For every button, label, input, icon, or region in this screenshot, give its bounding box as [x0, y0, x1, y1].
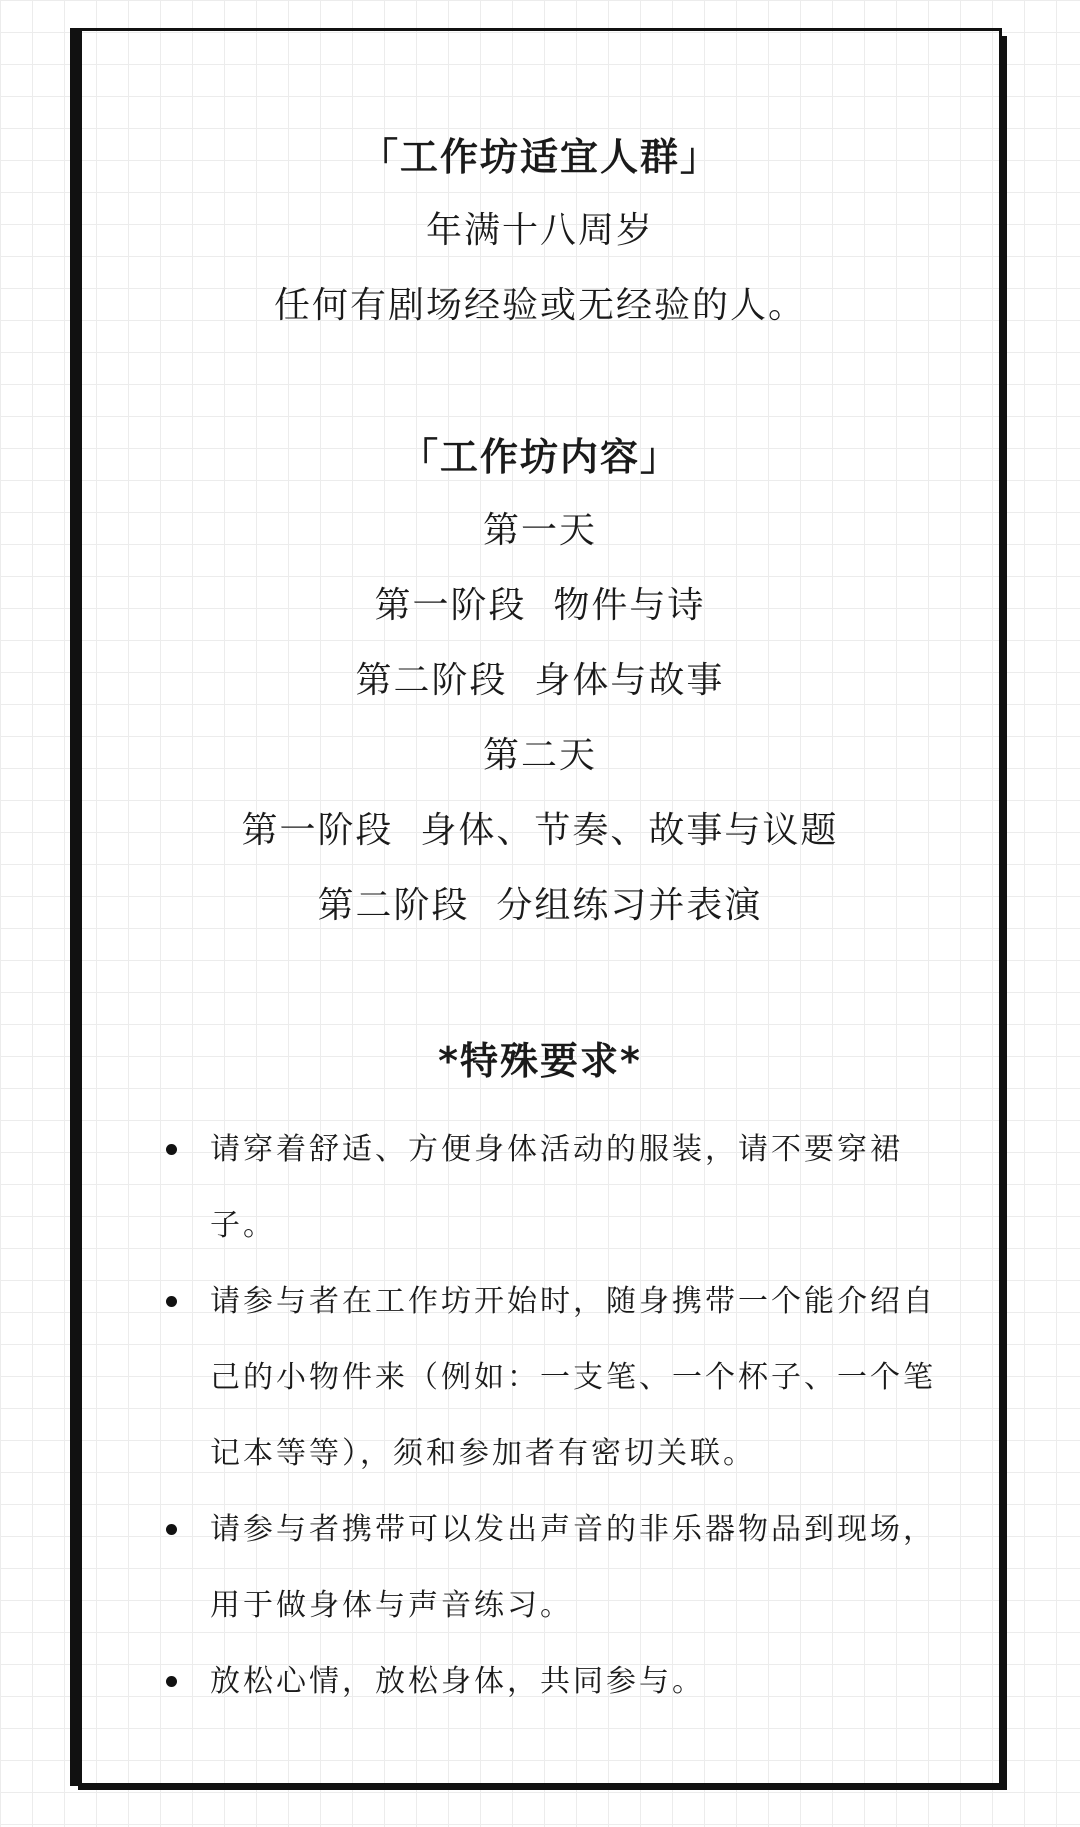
requirement-item	[160, 1112, 960, 1264]
requirement-text: 请参与者在工作坊开始时，随身携带一个能介绍自己的小物件来（例如：一支笔、一个杯子、一个笔记本等等），须和参加者有密切关联。	[210, 1284, 936, 1471]
requirement-item	[160, 1644, 960, 1720]
bullet-icon	[166, 1144, 177, 1155]
frame-shadow-bottom	[78, 1786, 1007, 1790]
requirement-text: 请穿着舒适、方便身体活动的服装，请不要穿裙子。	[210, 1132, 903, 1243]
requirements-list	[160, 1112, 960, 1720]
audience-line: 任何有剧场经验或无经验的人。	[273, 285, 806, 326]
audience-heading: 「工作坊适宜人群」	[359, 135, 720, 179]
requirements-heading: *特殊要求*	[438, 1039, 642, 1083]
requirement-text: 请参与者携带可以发出声音的非乐器物品到现场，用于做身体与声音练习。	[210, 1512, 936, 1623]
content-line: 第二阶段 身体与故事	[355, 660, 725, 701]
content-line: 第二阶段 分组练习并表演	[317, 885, 763, 926]
content-heading: 「工作坊内容」	[399, 435, 680, 479]
requirement-text: 放松心情，放松身体，共同参与。	[210, 1664, 705, 1699]
content-line: 第一阶段 物件与诗	[374, 585, 706, 626]
content-line: 第一阶段 身体、节奏、故事与议题	[241, 810, 839, 851]
content-line-day-one: 第一天	[482, 510, 597, 551]
requirement-item	[160, 1492, 960, 1644]
bullet-icon	[166, 1296, 177, 1307]
bullet-icon	[166, 1524, 177, 1535]
bullet-icon	[166, 1676, 177, 1687]
content-line-day-two: 第二天	[482, 735, 597, 776]
audience-line: 年满十八周岁	[425, 210, 654, 251]
requirement-item	[160, 1264, 960, 1492]
